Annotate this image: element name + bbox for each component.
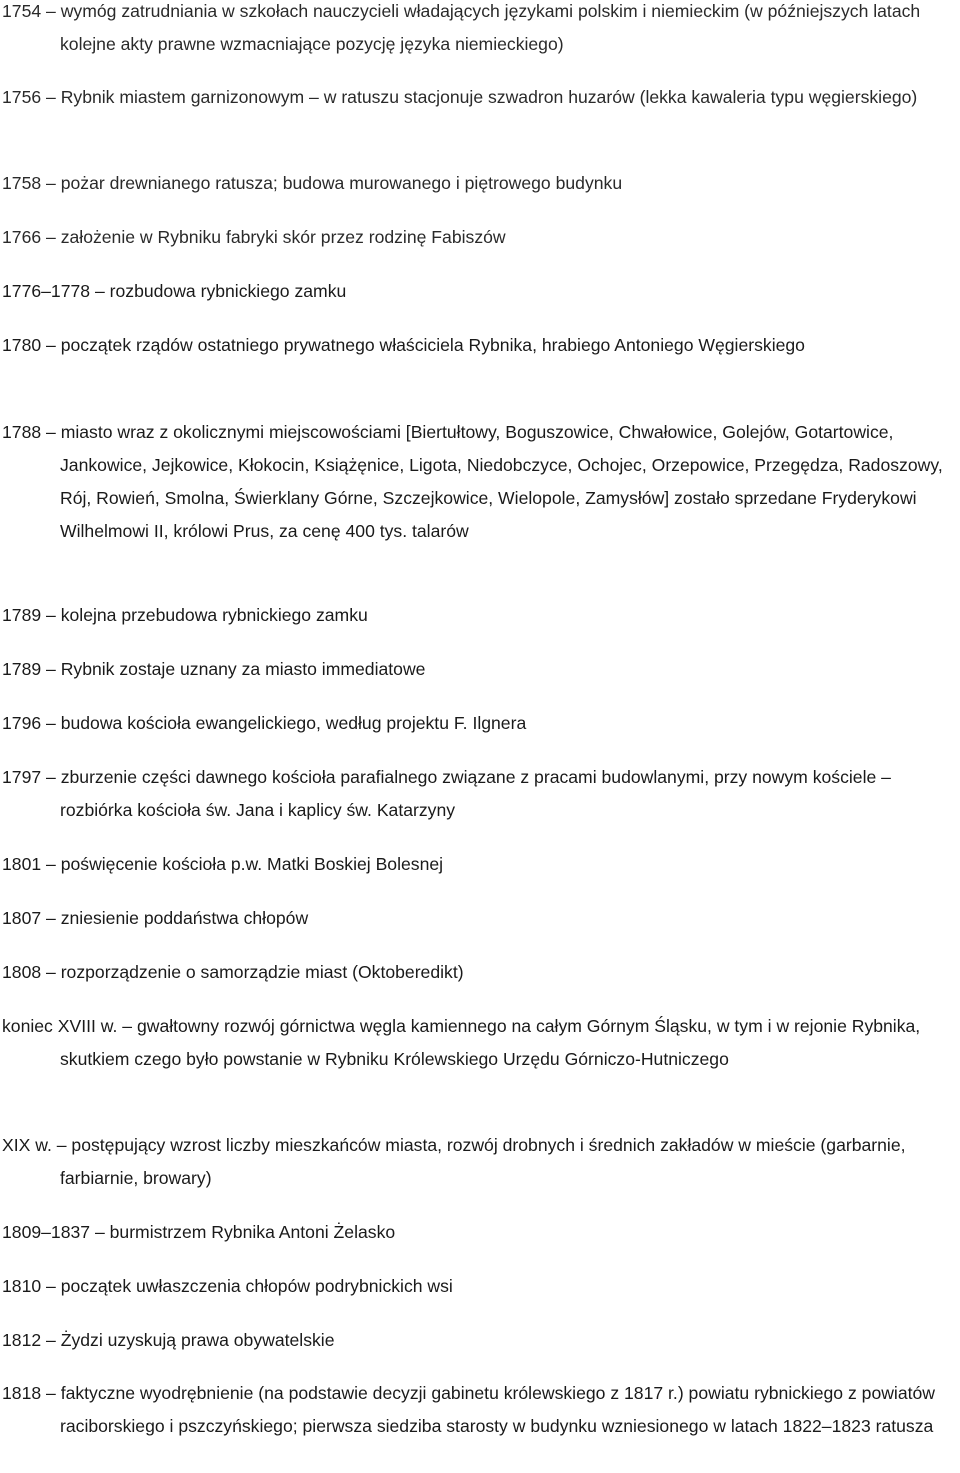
timeline-entry-1788: 1788 – miasto wraz z okolicznymi miejscowościami [Biertułtowy, Boguszowice, Chwałowice, Golejów, Gotartowice, Jankowice, Jejkowice, Kłokocin, Książęnice, Ligota, Niedobczyce, Ochojec, Orzepowice, Przegędza, Radoszowy, Rój, Rowień, Smolna, Świerklany Górne, Szczejkowice, Wielopole, Zamysłów] zostało sprzedane Fryderykowi Wilhelmowi II, królowi Prus, za cenę 400 tys. talarów <box>2 422 943 541</box>
timeline-entry-1758: 1758 – pożar drewnianego ratusza; budowa murowanego i piętrowego budynku <box>2 173 623 193</box>
timeline-entry-1809: 1809–1837 – burmistrzem Rybnika Antoni Żelasko <box>2 1222 396 1242</box>
timeline-entry-1796: 1796 – budowa kościoła ewangelickiego, według projektu F. Ilgnera <box>2 713 527 733</box>
timeline-entry-1789b: 1789 – Rybnik zostaje uznany za miasto immediatowe <box>2 659 426 679</box>
timeline-entry-1812: 1812 – Żydzi uzyskują prawa obywatelskie <box>2 1330 335 1350</box>
timeline-entry-1818: 1818 – faktyczne wyodrębnienie (na podstawie decyzji gabinetu królewskiego z 1817 r.) powiatu rybnickiego z powiatów raciborskiego i pszczyńskiego; pierwsza siedziba starosty w budynku wzniesionego w latach 1822–1823 ratusza <box>2 1383 936 1436</box>
timeline-entry-1776: 1776–1778 – rozbudowa rybnickiego zamku <box>2 281 347 301</box>
timeline-entry-19th-century: XIX w. – postępujący wzrost liczby mieszkańców miasta, rozwój drobnych i średnich zakładów w mieście (garbarnie, farbiarnie, browary) <box>2 1135 906 1188</box>
timeline-entry-1756: 1756 – Rybnik miastem garnizonowym – w ratuszu stacjonuje szwadron huzarów (lekka kawaleria typu węgierskiego) <box>2 87 918 107</box>
timeline-entry-1797: 1797 – zburzenie części dawnego kościoła parafialnego związane z pracami budowlanymi, przy nowym kościele – rozbiórka kościoła św. Jana i kaplicy św. Katarzyny <box>2 767 891 820</box>
timeline-entry-1789a: 1789 – kolejna przebudowa rybnickiego zamku <box>2 605 368 625</box>
timeline-entry-1801: 1801 – poświęcenie kościoła p.w. Matki Boskiej Bolesnej <box>2 854 444 874</box>
timeline-entry-1807: 1807 – zniesienie poddaństwa chłopów <box>2 908 309 928</box>
timeline-entry-1808: 1808 – rozporządzenie o samorządzie miast (Oktoberedikt) <box>2 962 464 982</box>
timeline-entry-1754: 1754 – wymóg zatrudniania w szkołach nauczycieli władających językami polskim i niemieckim (w późniejszych latach kolejne akty prawne wzmacniające pozycję języka niemieckiego) <box>2 1 921 54</box>
timeline-entry-end-18th-century: koniec XVIII w. – gwałtowny rozwój górnictwa węgla kamiennego na całym Górnym Śląsku, w tym i w rejonie Rybnika, skutkiem czego było powstanie w Rybniku Królewskiego Urzędu Górniczo-Hutniczego <box>2 1016 921 1069</box>
timeline-entry-1766: 1766 – założenie w Rybniku fabryki skór przez rodzinę Fabiszów <box>2 227 506 247</box>
timeline-entry-1780: 1780 – początek rządów ostatniego prywatnego właściciela Rybnika, hrabiego Antoniego Węgierskiego <box>2 335 805 355</box>
timeline-entry-1810: 1810 – początek uwłaszczenia chłopów podrybnickich wsi <box>2 1276 453 1296</box>
